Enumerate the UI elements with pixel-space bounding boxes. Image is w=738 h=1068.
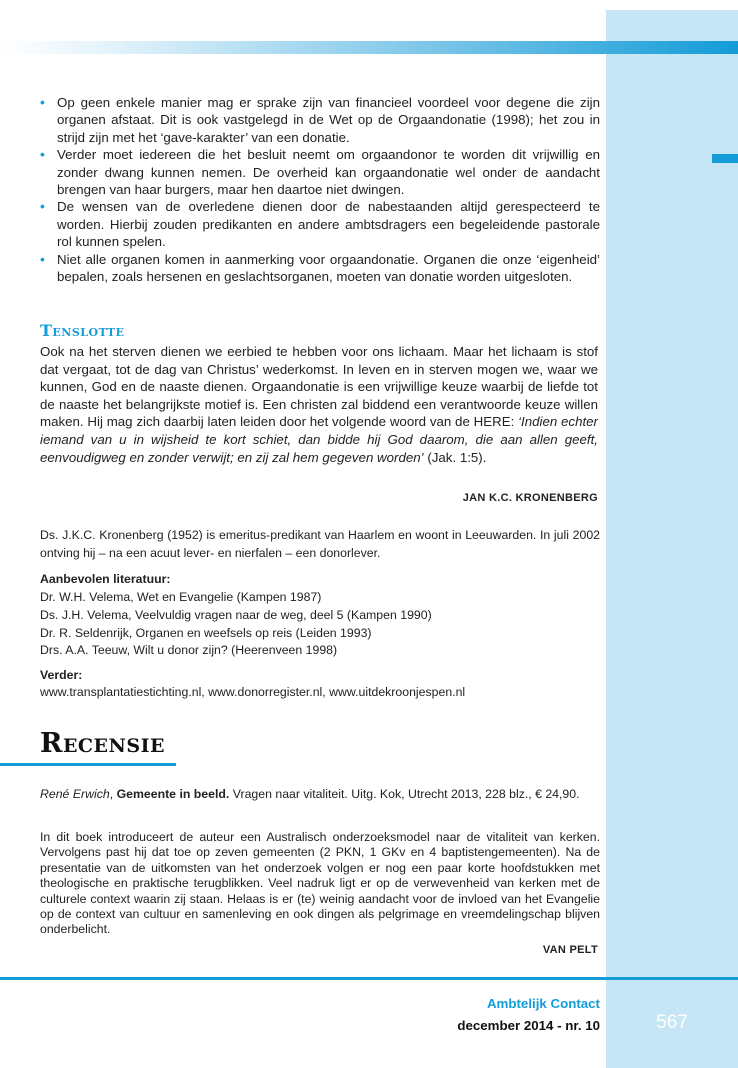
literature-item: Drs. A.A. Teeuw, Wilt u donor zijn? (Heerenveen 1998): [40, 643, 338, 658]
bullet-item: • Op geen enkele manier mag er sprake zijn van financieel voordeel voor degene die zijn organen afstaat. Dit is ook vastgelegd in de Wet op de Orgaandonatie (1998); het zou in strijd zijn met het ‘gave-karakter’ van een donatie.: [40, 94, 600, 145]
bullet-icon: •: [40, 146, 45, 163]
bible-quote: ‘Indien echter iemand van u in wijsheid te kort schiet, dan bidde hij God daarom, die aan allen geeft, eenvoudigweg en zonder verwijt; en zij zal hem gegeven worden’: [40, 414, 598, 465]
book-reference: René Erwich, Gemeente in beeld. Vragen naar vitaliteit. Uitg. Kok, Utrecht 2013, 228 blz., € 24,90.: [40, 787, 580, 801]
side-tab-marker: [712, 154, 738, 163]
bullet-icon: •: [40, 94, 45, 110]
website-links: www.transplantatiestichting.nl, www.donorregister.nl, www.uitdekroonjespen.nl: [40, 685, 466, 699]
book-author: René Erwich: [40, 787, 110, 801]
literature-item: Dr. W.H. Velema, Wet en Evangelie (Kampen 1987): [40, 590, 322, 604]
bullet-item: • Verder moet iedereen die het besluit neemt om orgaandonor te worden dit vrijwillig en zonder dwang kunnen nemen. De overheid kan orgaandonatie wel onder de aandacht brengen van haar burgers, maar hen daartoe niet dwingen.: [40, 146, 600, 198]
bullet-icon: •: [40, 198, 45, 215]
author-bio: Ds. J.K.C. Kronenberg (1952) is emeritus-predikant van Haarlem en woont in Leeuwarden. In juli 2002 ontving hij – na een acuut lever- en nierfalen – een donorlever.: [40, 528, 600, 560]
tenslotte-text: Ook na het sterven dienen we eerbied te hebben voor ons lichaam. Maar het lichaam is stof dat vergaat, tot de dag van Christus’ wederkomst. In leven en in sterven mogen we, waar we kunnen, God en de naaste dienen. Orgaandonatie is een vrijwillige keuze waarbij de liefde tot de naaste het belangrijkste motief is. Een christen zal biddend een verantwoorde keuze willen maken. Hij mag zich daarbij laten leiden door het volgende woord van de HERE:: [40, 344, 598, 430]
article-author: JAN K.C. KRONENBERG: [462, 492, 598, 504]
book-title: Gemeente in beeld.: [116, 787, 230, 801]
page-number: 567: [656, 1012, 688, 1033]
footer-rule: [0, 977, 738, 980]
tenslotte-paragraph: [40, 343, 598, 466]
reviewer-name: VAN PELT: [542, 944, 598, 956]
bullet-list: [40, 94, 600, 285]
magazine-issue: december 2014 - nr. 10: [457, 1018, 600, 1033]
literature-item: Dr. R. Seldenrijk, Organen en weefsels op reis (Leiden 1993): [40, 625, 372, 640]
side-panel: [606, 10, 738, 1068]
literature-heading: Aanbevolen literatuur:: [40, 572, 171, 586]
magazine-name: Ambtelijk Contact: [486, 996, 600, 1011]
section-heading-tenslotte: Tenslotte: [40, 321, 125, 340]
bullet-item: • Niet alle organen komen in aanmerking voor orgaandonatie. Organen die onze ‘eigenheid’ bepalen, zoals hersenen en geslachtsorganen, moeten van donatie worden uitgesloten.: [40, 250, 600, 285]
book-details: Vragen naar vitaliteit. Uitg. Kok, Utrecht 2013, 228 blz., € 24,90.: [229, 787, 580, 801]
recensie-underline: [0, 763, 176, 766]
bible-reference: (Jak. 1:5).: [423, 449, 487, 465]
literature-list: [40, 589, 432, 660]
bullet-item: • De wensen van de overledene dienen door de nabestaanden altijd gerespecteerd te worden. Hierbij zouden predikanten en andere ambtsdragers een begeleidende pastorale rol kunnen spelen.: [40, 198, 600, 250]
bullet-icon: •: [40, 250, 45, 267]
review-text: In dit boek introduceert de auteur een Australisch onderzoeksmodel naar de vitaliteit van kerken. Vervolgens past hij dat toe op zeven gemeenten (2 PKN, 1 GKv en 4 baptistengemeenten). Na de presentatie van de uitkomsten van het onderzoek volgen er nog een paar korte hoofdstukken met theologische en praktische terugblikken. Veel nadruk ligt er op de verwevenheid van kerken met de culturele context waarin zij staan. Helaas is er (te) weinig aandacht voor de invloed van het Evangelie op de context van cultuur en samenleving en ook dingen als pelgrimage en vreemdelingschap blijven onderbelicht.: [40, 830, 600, 937]
literature-item: Ds. J.H. Velema, Veelvuldig vragen naar de weg, deel 5 (Kampen 1990): [40, 607, 432, 622]
recensie-title: Recensie: [40, 728, 165, 759]
top-gradient-bar: [0, 41, 738, 54]
verder-heading: Verder:: [40, 668, 83, 682]
